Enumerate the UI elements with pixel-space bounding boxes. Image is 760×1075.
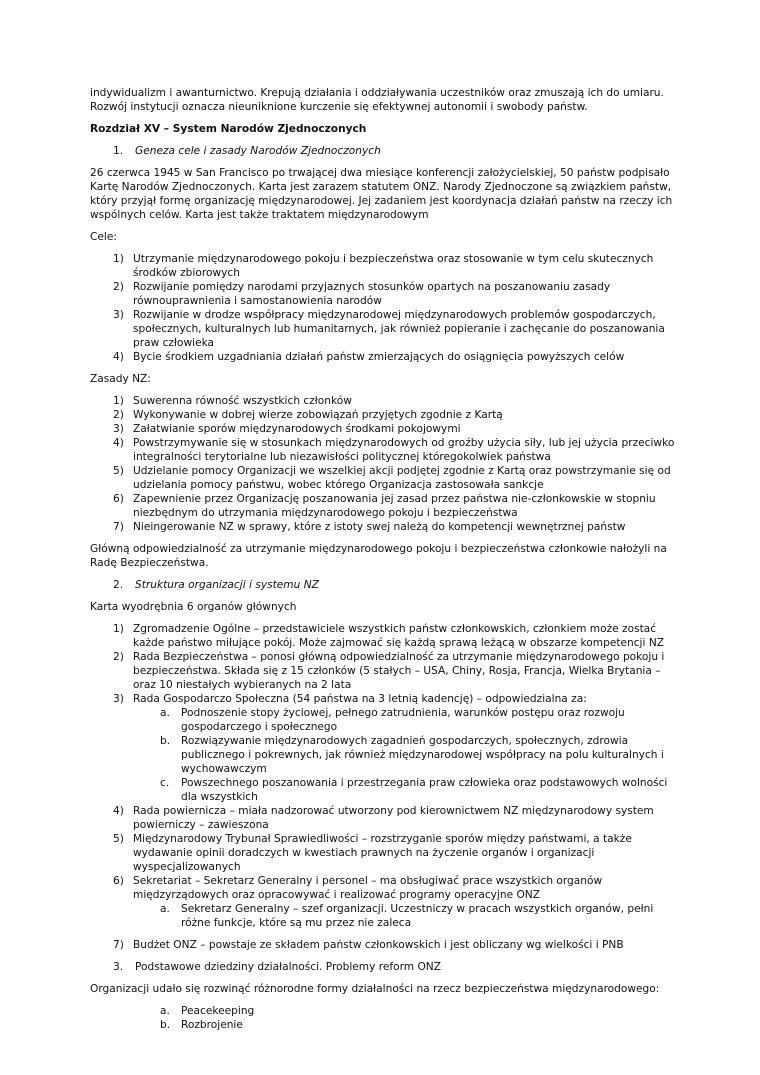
list-item xyxy=(133,706,680,734)
list-number: b. xyxy=(160,1019,171,1031)
list-item xyxy=(133,1018,680,1032)
section-2-heading xyxy=(90,578,680,592)
list-item xyxy=(90,492,680,520)
list-item xyxy=(90,408,680,422)
paragraph-dzialalnosc: Organizacji udało się rozwinąć różnorodne formy działalności na rzecz bezpieczeństwa międzynarodowego: xyxy=(90,983,660,995)
list-item xyxy=(90,520,680,534)
list-text: Podnoszenie stopy życiowej, pełnego zatrudnienia, warunków postępu oraz rozwoju gospodarczego i społecznego xyxy=(181,707,625,733)
section-3-title: Podstawowe dziedziny działalności. Problemy reform ONZ xyxy=(135,961,441,973)
section-1-heading xyxy=(90,144,680,158)
list-text: Bycie środkiem uzgadniania działań państw zmierzających do osiągnięcia powyższych celów xyxy=(133,351,625,363)
list-number: 3) xyxy=(113,693,124,705)
list-item xyxy=(90,308,680,350)
section-3-number: 3. xyxy=(113,961,124,973)
list-text: Peacekeeping xyxy=(181,1005,255,1017)
list-text: Międzynarodowy Trybunał Sprawiedliwości – rozstrzyganie sporów między państwami, a także wydawanie opinii doradczych w kwestiach prawnych na życzenie organów i organizacji wyspecjalizowanych xyxy=(133,833,632,873)
list-item xyxy=(133,734,680,776)
document-page xyxy=(90,86,680,1032)
list-number: 2) xyxy=(113,651,124,663)
list-text: Sekretariat – Sekretarz Generalny i personel – ma obsługiwać prace wszystkich organów międzyrządowych oraz opracowywać i realizować programy operacyjne ONZ xyxy=(133,875,603,901)
section-3-heading xyxy=(90,960,680,974)
list-text: Rada Bezpieczeństwa – ponosi główną odpowiedzialność za utrzymanie międzynarodowego pokoju i bezpieczeństwa. Składa się z 15 członków (5 stałych – USA, Chiny, Rosja, Francja, Wielka Brytania – oraz 10 niestałych wybieranych na 2 lata xyxy=(133,651,665,691)
list-item xyxy=(90,874,680,902)
list-number: 1) xyxy=(113,623,124,635)
list-item xyxy=(90,804,680,832)
list-number: 5) xyxy=(113,833,124,845)
list-number: 6) xyxy=(113,875,124,887)
intro-line-1: indywidualizm i awanturnictwo. Krepują działania i oddziaływania uczestników oraz zmuszają ich do umiaru. xyxy=(90,87,664,99)
list-text: Udzielanie pomocy Organizacji we wszelkiej akcji podjętej zgodnie z Kartą oraz powstrzymanie się od udzielania pomocy państwu, wobec którego Organizacja zastosowała sankcje xyxy=(133,465,671,491)
rada-sublist xyxy=(90,706,680,804)
list-number: a. xyxy=(160,707,170,719)
paragraph-rada-bezpieczenstwa: Główną odpowiedzialność za utrzymanie międzynarodowego pokoju i bezpieczeństwa członkowie nałożyli na Radę Bezpieczeństwa. xyxy=(90,543,667,569)
list-number: 6) xyxy=(113,493,124,505)
list-item xyxy=(90,464,680,492)
list-text: Utrzymanie międzynarodowego pokoju i bezpieczeństwa oraz stosowanie w tym celu skutecznych środków zbiorowych xyxy=(133,253,654,279)
list-item xyxy=(133,776,680,804)
list-number: 7) xyxy=(113,521,124,533)
section-2-title: Struktura organizacji i systemu NZ xyxy=(135,579,319,591)
list-text: Wykonywanie w dobrej wierze zobowiązań przyjętych zgodnie z Kartą xyxy=(133,409,503,421)
organy-list xyxy=(90,622,680,930)
list-text: Budżet ONZ – powstaje ze składem państw członkowskich i jest obliczany wg wielkości i PNB xyxy=(133,939,624,951)
list-number: a. xyxy=(160,903,170,915)
cele-list xyxy=(90,252,680,364)
list-item xyxy=(90,832,680,874)
list-number: 3) xyxy=(113,423,124,435)
zasady-list xyxy=(90,394,680,534)
list-number: 1) xyxy=(113,253,124,265)
section-1-number: 1. xyxy=(113,145,124,157)
list-number: 5) xyxy=(113,465,124,477)
paragraph-karta: 26 czerwca 1945 w San Francisco po trwającej dwa miesiące konferencji założycielskiej, 50 państw podpisało Kartę Narodów Zjednoczonych. Karta jest zarazem statutem ONZ. Narody Zjednoczone są związkiem państw, który przyjął formę organizację międzynarodowej. Jej zadaniem jest koordynacja działań państw na rzeczy ich wspólnych celów. Karta jest także traktatem międzynarodowym xyxy=(90,167,673,221)
list-number: c. xyxy=(160,777,170,789)
section-1-title: Geneza cele i zasady Narodów Zjednoczonych xyxy=(135,145,381,157)
list-text: Zapewnienie przez Organizację poszanowania jej zasad przez państwa nie-członkowskie w stopniu niezbędnym do utrzymania międzynarodowego pokoju i bezpieczeństwa xyxy=(133,493,656,519)
list-text: Rozbrojenie xyxy=(181,1019,243,1031)
list-item xyxy=(90,692,680,706)
list-number: 3) xyxy=(113,309,124,321)
list-number: 2) xyxy=(113,281,124,293)
list-text: Rozwijanie pomiędzy narodami przyjaznych stosunków opartych na poszanowaniu zasady równouprawnienia i samostanowienia narodów xyxy=(133,281,611,307)
cele-label: Cele: xyxy=(90,231,117,243)
list-number: b. xyxy=(160,735,171,747)
organy-label: Karta wyodrębnia 6 organów głównych xyxy=(90,601,297,613)
list-item xyxy=(133,1004,680,1018)
list-item xyxy=(90,422,680,436)
list-text: Rozwiązywanie międzynarodowych zagadnień gospodarczych, społecznych, zdrowia publicznego i pokrewnych, jak również międzynarodowej współpracy na polu kulturalnych i wychowawczym xyxy=(181,735,664,775)
list-text: Sekretarz Generalny – szef organizacji. Uczestniczy w pracach wszystkich organów, pełni różne funkcje, które są mu przez nie zaleca xyxy=(181,903,654,929)
list-text: Rada Gospodarczo Społeczna (54 państwa na 3 letnią kadencję) – odpowiedzialna za: xyxy=(133,693,587,705)
list-number: 1) xyxy=(113,395,124,407)
sekretariat-sublist xyxy=(90,902,680,930)
list-item xyxy=(90,650,680,692)
dziedziny-list xyxy=(90,1004,680,1032)
list-text: Załatwianie sporów międzynarodowych środkami pokojowymi xyxy=(133,423,461,435)
list-text: Nieingerowanie NZ w sprawy, które z istoty swej należą do kompetencji wewnętrznej państw xyxy=(133,521,626,533)
list-item xyxy=(90,622,680,650)
list-text: Powstrzymywanie się w stosunkach międzynarodowych od groźby użycia siły, lub jej użycia przeciwko integralności terytorialne lub niezawisłości politycznej któregokolwiek państwa xyxy=(133,437,675,463)
list-text: Rada powiernicza – miała nadzorować utworzony pod kierownictwem NZ międzynarodowy system powierniczy – zawieszona xyxy=(133,805,654,831)
list-item xyxy=(133,902,680,930)
list-number: a. xyxy=(160,1005,170,1017)
list-text: Zgromadzenie Ogólne – przedstawiciele wszystkich państw członkowskich, członkiem może zostać każde państwo miłujące pokój. Może zajmować się każdą sprawą leżącą w obszarze kompetencji NZ xyxy=(133,623,664,649)
budzet-item xyxy=(90,938,680,952)
list-item xyxy=(90,394,680,408)
list-number: 4) xyxy=(113,805,124,817)
list-number: 4) xyxy=(113,351,124,363)
section-2-number: 2. xyxy=(113,579,124,591)
list-text: Suwerenna równość wszystkich członków xyxy=(133,395,352,407)
list-item xyxy=(90,252,680,280)
intro-line-2: Rozwój instytucji oznacza nieuniknione kurczenie się efektywnej autonomii i swobody państw. xyxy=(90,101,588,113)
list-number: 2) xyxy=(113,409,124,421)
list-number: 4) xyxy=(113,437,124,449)
list-number: 7) xyxy=(113,939,124,951)
list-text: Powszechnego poszanowania i przestrzegania praw człowieka oraz podstawowych wolności dla wszystkich xyxy=(181,777,668,803)
list-text: Rozwijanie w drodze współpracy międzynarodowej międzynarodowych problemów gospodarczych, społecznych, kulturalnych lub humanitarnych, jak również popieranie i zachęcanie do poszanowania praw człowieka xyxy=(133,309,665,349)
list-item xyxy=(90,436,680,464)
list-item xyxy=(90,280,680,308)
zasady-label: Zasady NZ: xyxy=(90,373,151,385)
list-item xyxy=(90,350,680,364)
chapter-title: Rozdział XV – System Narodów Zjednoczonych xyxy=(90,123,367,135)
